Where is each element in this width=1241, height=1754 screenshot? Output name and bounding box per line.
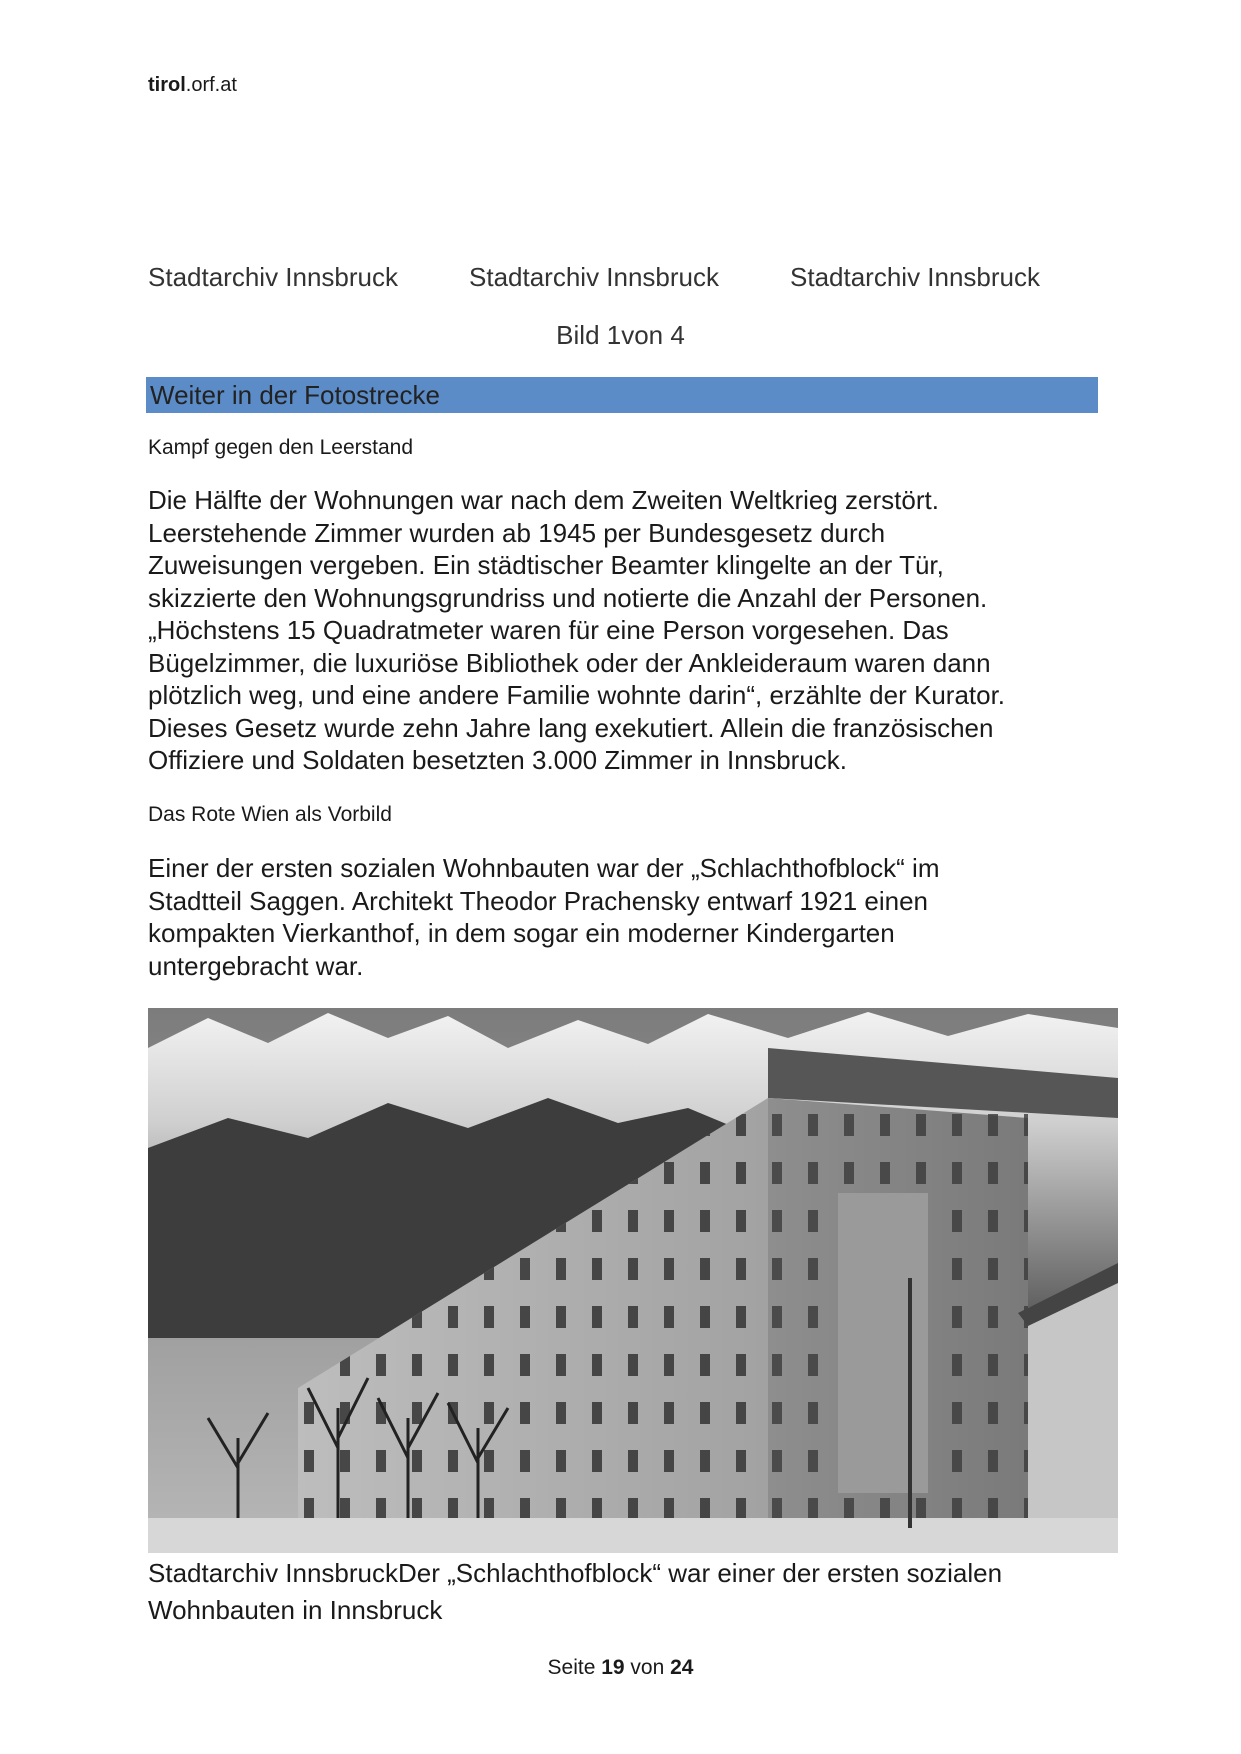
paragraph-line: Die Hälfte der Wohnungen war nach dem Zweiten Weltkrieg zerstört.: [148, 485, 939, 515]
site-name-bold: tirol: [148, 74, 186, 96]
paragraph-line: skizzierte den Wohnungsgrundriss und notierte die Anzahl der Personen.: [148, 582, 988, 613]
photo-credit: Stadtarchiv Innsbruck: [148, 262, 399, 292]
paragraph-line: Einer der ersten sozialen Wohnbauten war der „Schlachthofblock“ im: [148, 853, 940, 883]
gallery-counter: Bild 1von 4: [556, 320, 685, 350]
article-paragraph: [148, 484, 1098, 777]
paragraph-line: Zuweisungen vergeben. Ein städtischer Beamter klingelte an der Tür,: [148, 550, 944, 580]
paragraph-line: Stadtteil Saggen. Architekt Theodor Prachensky entwarf 1921 einen: [148, 885, 929, 916]
next-gallery-link[interactable]: [146, 377, 1098, 413]
paragraph-line: Leerstehende Zimmer wurden ab 1945 per Bundesgesetz durch: [148, 517, 886, 548]
page-footer: [0, 1656, 1241, 1680]
photo-credit: Stadtarchiv Innsbruck: [790, 262, 1041, 292]
photo-caption: [148, 1555, 1108, 1629]
paragraph-line: plötzlich weg, und eine andere Familie wohnte darin“, erzählte der Kurator.: [148, 680, 1006, 710]
footer-prefix: Seite: [547, 1656, 602, 1679]
paragraph-line: kompakten Vierkanthof, in dem sogar ein moderner Kindergarten: [148, 918, 895, 948]
photo-credit: Stadtarchiv Innsbruck: [469, 262, 720, 292]
section-heading: Kampf gegen den Leerstand: [148, 436, 414, 459]
caption-line: Stadtarchiv InnsbruckDer „Schlachthofblock“ war einer der ersten sozialen: [148, 1558, 1003, 1588]
footer-middle: von: [624, 1656, 671, 1679]
paragraph-line: „Höchstens 15 Quadratmeter waren für eine Person vorgesehen. Das: [148, 615, 949, 645]
article-paragraph: [148, 852, 1098, 982]
site-name[interactable]: [148, 74, 237, 97]
current-page: 19: [601, 1656, 625, 1679]
site-name-domain: .orf.at: [185, 74, 237, 96]
paragraph-line: Bügelzimmer, die luxuriöse Bibliothek oder der Ankleideraum waren dann: [148, 647, 991, 678]
total-pages: 24: [670, 1656, 694, 1679]
caption-line: Wohnbauten in Innsbruck: [148, 1595, 443, 1625]
paragraph-line: untergebracht war.: [148, 950, 364, 981]
paragraph-line: Offiziere und Soldaten besetzten 3.000 Zimmer in Innsbruck.: [148, 745, 848, 775]
article-photo: [148, 1008, 1118, 1553]
paragraph-line: Dieses Gesetz wurde zehn Jahre lang exekutiert. Allein die französischen: [148, 712, 994, 743]
section-heading: Das Rote Wien als Vorbild: [148, 803, 392, 826]
next-gallery-label: Weiter in der Fotostrecke: [150, 380, 440, 410]
